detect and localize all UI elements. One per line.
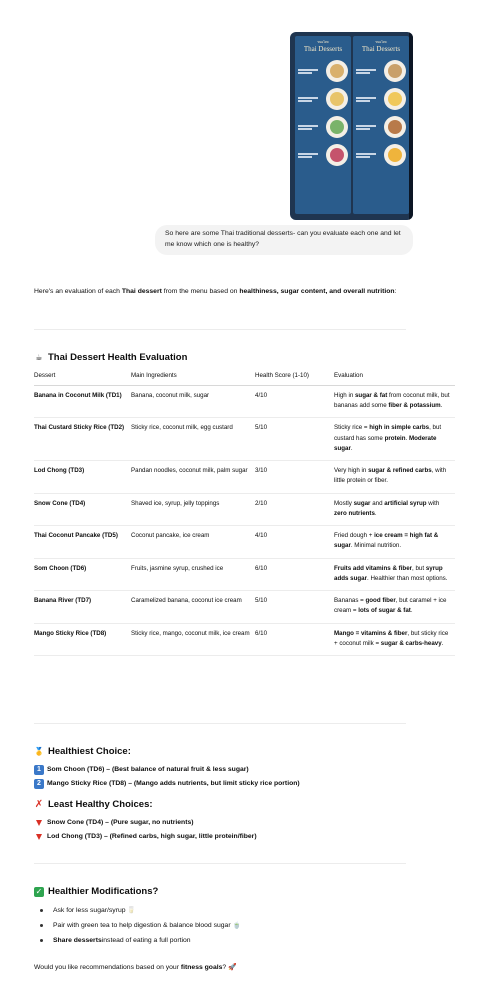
dessert-photo — [384, 116, 406, 138]
table-row — [34, 558, 455, 590]
menu-header-small: ขนมไทย — [317, 40, 329, 44]
menu-header-small: ขนมไทย — [375, 40, 387, 44]
evaluation-cell: Mango = vitamins & fiber, but sticky rice + coconut milk = sugar & carbs-heavy. — [334, 623, 455, 655]
menu-item — [356, 144, 406, 166]
evaluation-cell: High in sugar & fat from coconut milk, but bananas add some fiber & potassium. — [334, 385, 455, 417]
user-message-bubble: So here are some Thai traditional desserts- can you evaluate each one and let me know which one is healthy? — [155, 225, 413, 255]
least-healthy-list — [34, 816, 257, 844]
evaluation-cell: Sticky rice = high in simple carbs, but custard has some protein. Moderate sugar. — [334, 418, 455, 461]
dessert-photo — [326, 116, 348, 138]
evaluation-cell: Mostly sugar and artificial syrup with zero nutrients. — [334, 493, 455, 525]
section-heading-least-healthy: ✗ Least Healthy Choices: — [34, 798, 153, 810]
closing-question: Would you like recommendations based on your fitness goals? 🚀 — [34, 964, 237, 971]
dessert-cell: Thai Custard Sticky Rice (TD2) — [34, 418, 131, 461]
section-heading-modifications: ✓ Healthier Modifications? — [35, 886, 159, 897]
score-cell: 2/10 — [255, 493, 334, 525]
section-heading-evaluation: ☕ Thai Dessert Health Evaluation — [35, 352, 188, 363]
dessert-photo — [384, 144, 406, 166]
menu-item — [298, 88, 348, 110]
green-tea-icon: 🍵 — [232, 921, 241, 929]
menu-item — [356, 88, 406, 110]
divider — [34, 863, 406, 864]
table-row — [34, 493, 455, 525]
number-two-icon: 2 — [34, 779, 44, 789]
table-row — [34, 591, 455, 623]
dessert-cell: Thai Coconut Pancake (TD5) — [34, 526, 131, 558]
ingredients-cell: Banana, coconut milk, sugar — [131, 385, 255, 417]
table-row — [34, 623, 455, 655]
score-cell: 4/10 — [255, 526, 334, 558]
modifications-list — [34, 903, 241, 948]
uploaded-menu-image[interactable] — [290, 32, 413, 220]
list-item: 1 Som Choon (TD6) – (Best balance of natural fruit & less sugar) — [34, 763, 300, 777]
menu-item — [298, 144, 348, 166]
evaluation-cell: Bananas = good fiber, but caramel + ice cream = lots of sugar & fat. — [334, 591, 455, 623]
dessert-photo — [326, 144, 348, 166]
menu-item — [298, 60, 348, 82]
evaluation-cell: Fruits add vitamins & fiber, but syrup adds sugar. Healthier than most options. — [334, 558, 455, 590]
menu-page-right — [353, 36, 409, 214]
medal-icon: 🥇 — [34, 746, 44, 756]
rocket-icon: 🚀 — [228, 964, 237, 971]
score-cell: 5/10 — [255, 418, 334, 461]
red-triangle-icon — [36, 834, 42, 840]
ingredients-cell: Pandan noodles, coconut milk, palm sugar — [131, 461, 255, 493]
dessert-photo — [384, 88, 406, 110]
response-intro: Here's an evaluation of each Thai dessert from the menu based on healthiness, sugar content, and overall nutrition: — [34, 288, 397, 295]
dessert-cell: Mango Sticky Rice (TD8) — [34, 623, 131, 655]
score-cell: 3/10 — [255, 461, 334, 493]
dessert-photo — [326, 88, 348, 110]
healthiest-list — [34, 763, 300, 791]
column-header: Dessert — [34, 370, 131, 385]
evaluation-table — [34, 370, 455, 656]
table-row — [34, 418, 455, 461]
column-header: Health Score (1-10) — [255, 370, 334, 385]
score-cell: 6/10 — [255, 558, 334, 590]
milk-glass-icon: 🥛 — [127, 906, 136, 914]
dessert-photo — [326, 60, 348, 82]
divider — [34, 723, 406, 724]
list-item: Ask for less sugar/syrup 🥛 — [34, 903, 241, 918]
ingredients-cell: Caramelized banana, coconut ice cream — [131, 591, 255, 623]
dessert-cell: Snow Cone (TD4) — [34, 493, 131, 525]
dessert-cell: Som Choon (TD6) — [34, 558, 131, 590]
score-cell: 4/10 — [255, 385, 334, 417]
menu-item — [356, 60, 406, 82]
ingredients-cell: Fruits, jasmine syrup, crushed ice — [131, 558, 255, 590]
coffee-icon: ☕ — [35, 352, 43, 362]
table-header-row — [34, 370, 455, 385]
check-mark-icon: ✓ — [35, 886, 43, 896]
ingredients-cell: Shaved ice, syrup, jelly toppings — [131, 493, 255, 525]
ingredients-cell: Sticky rice, coconut milk, egg custard — [131, 418, 255, 461]
ingredients-cell: Coconut pancake, ice cream — [131, 526, 255, 558]
evaluation-cell: Very high in sugar & refined carbs, with little protein or fiber. — [334, 461, 455, 493]
list-item: Snow Cone (TD4) – (Pure sugar, no nutrients) — [34, 816, 257, 830]
menu-header-title: Thai Desserts — [361, 45, 401, 54]
evaluation-cell: Fried dough + ice cream = high fat & sugar. Minimal nutrition. — [334, 526, 455, 558]
dessert-cell: Banana River (TD7) — [34, 591, 131, 623]
red-triangle-icon — [36, 820, 42, 826]
divider — [34, 329, 406, 330]
table-row — [34, 526, 455, 558]
list-item: 2 Mango Sticky Rice (TD8) – (Mango adds nutrients, but limit sticky rice portion) — [34, 777, 300, 791]
column-header: Evaluation — [334, 370, 455, 385]
score-cell: 6/10 — [255, 623, 334, 655]
section-heading-healthiest: 🥇 Healthiest Choice: — [34, 746, 131, 757]
score-cell: 5/10 — [255, 591, 334, 623]
table-row — [34, 461, 455, 493]
dessert-cell: Banana in Coconut Milk (TD1) — [34, 385, 131, 417]
dessert-cell: Lod Chong (TD3) — [34, 461, 131, 493]
cross-mark-icon: ✗ — [34, 798, 44, 810]
number-one-icon: 1 — [34, 765, 44, 775]
list-item: Pair with green tea to help digestion & balance blood sugar 🍵 — [34, 918, 241, 933]
menu-item — [356, 116, 406, 138]
ingredients-cell: Sticky rice, mango, coconut milk, ice cream — [131, 623, 255, 655]
table-row — [34, 385, 455, 417]
menu-page-left — [295, 36, 351, 214]
list-item: Share desserts instead of eating a full portion — [34, 933, 241, 948]
dessert-photo — [384, 60, 406, 82]
column-header: Main Ingredients — [131, 370, 255, 385]
menu-header-title: Thai Desserts — [303, 45, 343, 54]
menu-item — [298, 116, 348, 138]
list-item: Lod Chong (TD3) – (Refined carbs, high sugar, little protein/fiber) — [34, 830, 257, 844]
